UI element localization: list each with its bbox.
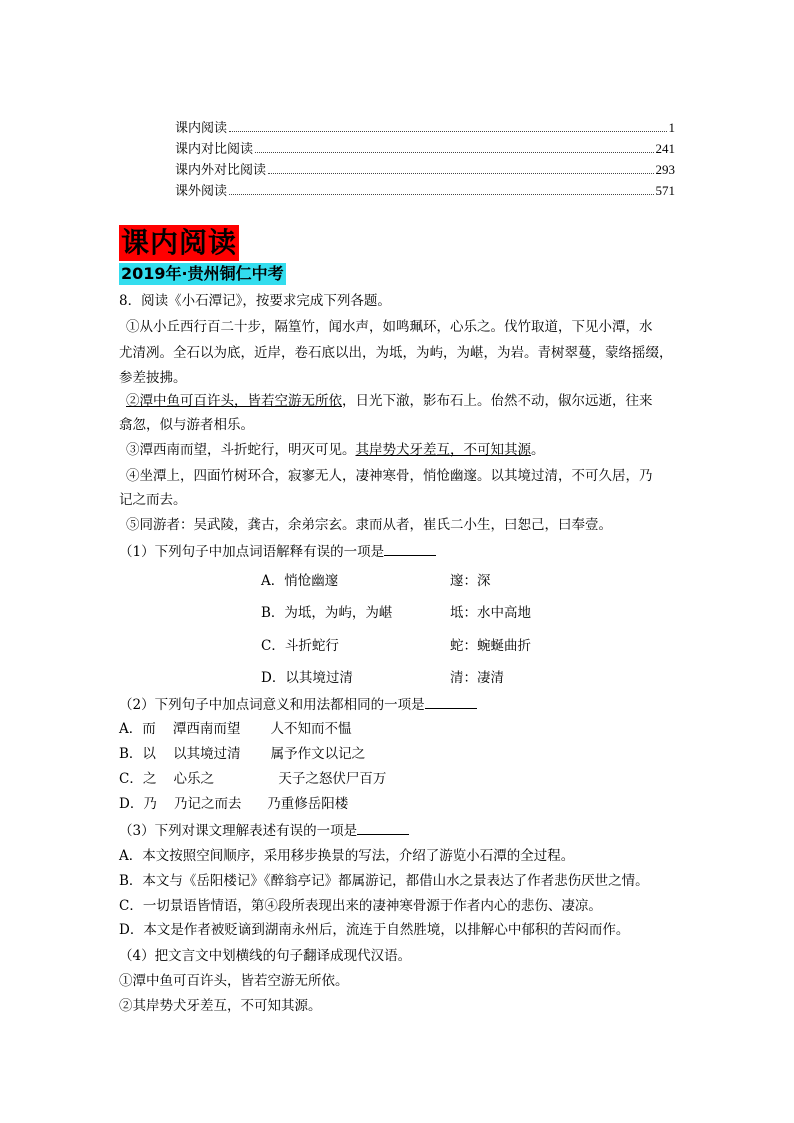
toc-title: 课内阅读 — [175, 121, 228, 136]
question-text: （1）下列句子中加点词语解释有误的一项是 — [119, 544, 385, 560]
toc-leader — [229, 193, 653, 195]
q2-option: D．乃 乃记之而去 乃重修岳阳楼 — [119, 796, 349, 812]
toc-leader — [229, 130, 666, 132]
toc-entry[interactable] — [175, 138, 675, 159]
question-intro: 8．阅读《小石潭记》，按要求完成下列各题。 — [119, 293, 391, 309]
q3-option: A．本文按照空间顺序，采用移步换景的写法，介绍了游览小石潭的全过程。 — [119, 848, 575, 864]
q1-option-gloss: 清：凄清 — [450, 670, 504, 686]
underlined-sentence: 其岸势犬牙差互，不可知其源 — [355, 442, 531, 458]
question-2 — [119, 694, 679, 715]
q3-option: C．一切景语皆情语，第④段所表现出来的凄神寒骨源于作者内心的悲伤、凄凉。 — [119, 898, 602, 914]
q1-option: A．悄怆幽邃 — [261, 573, 339, 589]
question-4: （4）把文言文中划横线的句子翻译成现代汉语。 — [119, 948, 412, 964]
q3-option: D．本文是作者被贬谪到湖南永州后，流连于自然胜境，以排解心中郁积的苦闷而作。 — [119, 922, 630, 938]
passage-line: ④坐潭上，四面竹树环合，寂寥无人，凄神寒骨，悄怆幽邃。以其境过清，不可久居，乃 — [126, 468, 653, 484]
passage-line: ①从小丘西行百二十步，隔篁竹，闻水声，如鸣珮环，心乐之。伐竹取道，下见小潭，水 — [126, 319, 653, 335]
q1-option: C．斗折蛇行 — [261, 638, 339, 654]
q2-option: B．以 以其境过清 属予作文以记之 — [119, 746, 366, 762]
passage-line — [119, 391, 686, 411]
passage-text: 。 — [531, 442, 545, 458]
toc-title: 课内外对比阅读 — [175, 163, 267, 178]
underlined-sentence: ②潭中鱼可百许头，皆若空游无所依 — [126, 393, 342, 409]
q1-option-gloss: 蛇：蜿蜒曲折 — [450, 638, 531, 654]
q2-option: A．而 潭西南而望 人不知而不愠 — [119, 721, 352, 737]
question-1 — [119, 541, 679, 562]
toc-entry[interactable] — [175, 159, 675, 180]
source-tag: 2019年·贵州铜仁中考 — [121, 264, 284, 283]
passage-text: ③潭西南而望，斗折蛇行，明灭可见。 — [126, 442, 356, 458]
passage-line: 翕忽，似与游者相乐。 — [119, 417, 254, 433]
passage-text: ，日光下澈，影布石上。佁然不动，俶尔远逝，往来 — [342, 393, 653, 409]
question-text: （3）下列对课文理解表述有误的一项是 — [119, 823, 358, 839]
q1-option-gloss: 邃：深 — [450, 573, 491, 589]
q3-option: B．本文与《岳阳楼记》《醉翁亭记》都属游记，都借山水之景表达了作者悲伤厌世之情。 — [119, 873, 649, 889]
passage-line — [119, 440, 686, 460]
q1-option: B．为坻，为屿，为嵁 — [261, 605, 393, 621]
toc-title: 课外阅读 — [175, 184, 228, 199]
passage-line: ⑤同游者：吴武陵，龚古，余弟宗玄。隶而从者，崔氏二小生，曰恕己，曰奉壹。 — [126, 517, 612, 533]
q4-item: ②其岸势犬牙差互，不可知其源。 — [119, 998, 322, 1014]
q2-option: C．之 心乐之 天子之怒伏尸百万 — [119, 771, 387, 787]
toc-leader — [255, 151, 653, 153]
toc-entry[interactable] — [175, 117, 675, 138]
section-title: 课内阅读 — [121, 226, 238, 259]
passage-line: 记之而去。 — [119, 492, 187, 508]
toc-page: 1 — [668, 120, 675, 135]
table-of-contents — [175, 117, 675, 201]
answer-blank[interactable] — [425, 694, 477, 709]
passage-line: 参差披拂。 — [119, 370, 187, 386]
q4-item: ①潭中鱼可百许头，皆若空游无所依。 — [119, 973, 349, 989]
toc-page: 293 — [655, 162, 675, 177]
toc-leader — [268, 172, 653, 174]
q1-option-gloss: 坻：水中高地 — [450, 605, 531, 621]
answer-blank[interactable] — [384, 541, 436, 556]
answer-blank[interactable] — [357, 820, 409, 835]
toc-page: 241 — [655, 141, 675, 156]
question-text: （2）下列句子中加点词意义和用法都相同的一项是 — [119, 697, 425, 713]
passage-line: 尤清冽。全石以为底，近岸，卷石底以出，为坻，为屿，为嵁，为岩。青树翠蔓，蒙络摇缀， — [119, 345, 673, 361]
toc-title: 课内对比阅读 — [175, 142, 254, 157]
toc-page: 571 — [655, 183, 675, 198]
question-3 — [119, 820, 679, 841]
q1-option: D．以其境过清 — [261, 670, 353, 686]
toc-entry[interactable] — [175, 180, 675, 201]
